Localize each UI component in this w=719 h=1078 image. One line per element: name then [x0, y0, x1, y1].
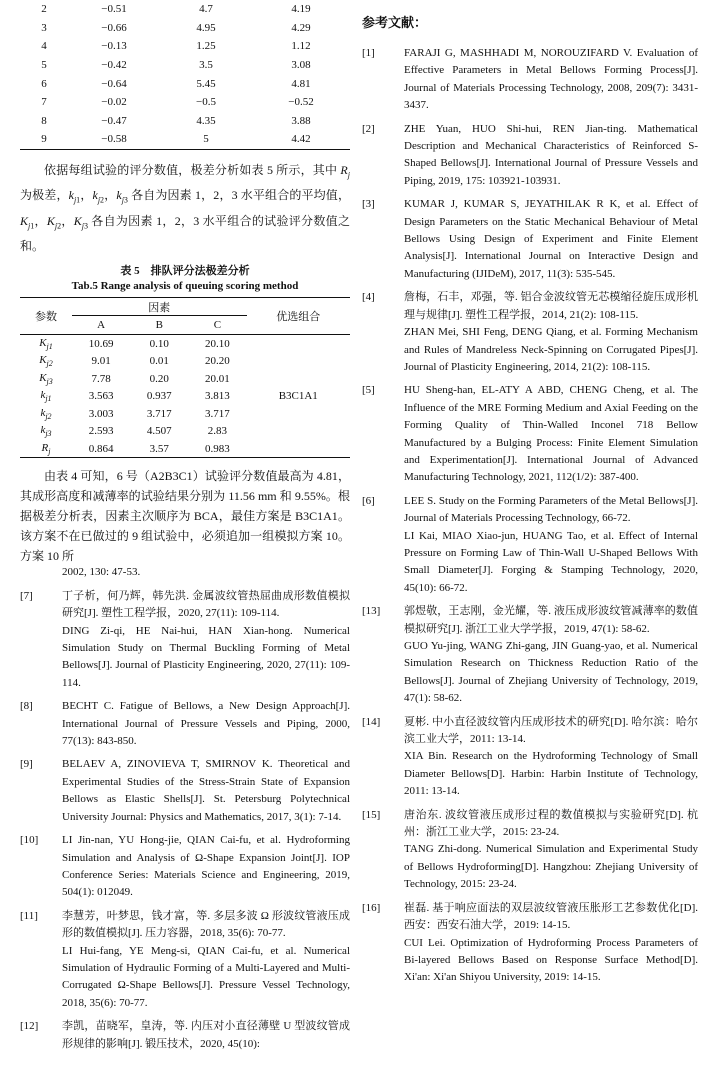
- reference-number: [9]: [20, 758, 33, 771]
- table-row: [20, 37, 350, 56]
- table-5-caption-en: Tab.5 Range analysis of queuing scoring method: [71, 279, 299, 292]
- table-cell: −0.58: [101, 133, 127, 146]
- value-cell: 3.813: [205, 390, 230, 403]
- table-row: [20, 19, 350, 38]
- table-5-head-best: 优选组合: [247, 297, 350, 334]
- param-cell: $k_{j3}$: [40, 424, 52, 439]
- table-cell: −0.51: [101, 3, 127, 16]
- table-cell: 4.81: [291, 77, 311, 90]
- left-column: [20, 0, 350, 1059]
- reference-item: [20, 1018, 350, 1053]
- table-cell: 1.12: [291, 40, 311, 53]
- param-cell: $K_{j3}$: [39, 371, 53, 386]
- table-cell: 8: [41, 114, 47, 127]
- table-cell: 4.19: [291, 3, 311, 16]
- reference-item: [362, 493, 698, 597]
- reference-item: [362, 603, 698, 707]
- value-cell: 0.937: [146, 390, 172, 403]
- reference-number: [15]: [362, 808, 381, 821]
- table-cell: 6: [41, 77, 47, 90]
- table-row: [20, 112, 350, 131]
- reference-text: LEE S. Study on the Forming Parameters of the Metal Bellows[J]. Journal of Materials Processing Technology, 66-72.: [404, 494, 698, 525]
- table-5-head-param: 参数: [20, 297, 72, 334]
- table-4-tail: [20, 0, 350, 150]
- reference-text: ZHE Yuan, HUO Shi-hui, REN Jian-ting. Mathematical Description and Mechanical Characteristics of Reinforced S-Shaped Bellows[J]. International Journal of Pressure Vessels and Piping, 2019, 175: 103921-103931.: [404, 122, 698, 187]
- table-row: [20, 0, 350, 19]
- table-row: [20, 334, 350, 352]
- reference-item: [362, 45, 698, 115]
- value-cell: 0.10: [149, 337, 169, 350]
- table-cell: −0.5: [196, 96, 216, 109]
- reference-item: [362, 289, 698, 376]
- value-cell: 0.01: [149, 355, 169, 368]
- value-cell: 3.717: [205, 407, 230, 420]
- paragraph-range-analysis: 依据每组试验的评分数值，极差分析如表 5 所示，其中 $R_j$ 为极差，$k_{j1}$，$k_{j2}$，$k_{j3}$ 各自为因素 1，2，3 水平组合的平均值，$K_{j1}$，$K_{j2}$，$K_{j3}$ 各自为因素 1，2，3 水平组合的试验评分数值之和。: [20, 162, 350, 253]
- reference-text: HU Sheng-han, EL-ATY A ABD, CHENG Cheng, et al. The Influence of the MRE Forming Medium and Axial Feeding on the Forming Quality of Thin-Walled Inconel 718 Bellow Manufactured by a Bulging Process: Finite Element Simulation and Experimentation[J]. International Journal of Advanced Manufacturing Technology, 2021, 112(1/2): 387-400.: [404, 384, 698, 484]
- value-cell: 2.593: [88, 425, 114, 438]
- reference-number: [16]: [362, 901, 381, 914]
- table-cell: 4.42: [291, 133, 311, 146]
- value-cell: 7.78: [91, 372, 111, 385]
- param-cell: $K_{j2}$: [39, 354, 53, 369]
- param-cell: $R_j$: [41, 441, 51, 456]
- reference-text: 丁子析，何乃辉，韩先洪. 金属波纹管热屈曲成形数值模拟研究[J]. 塑性工程学报，2020, 27(11): 109-114.: [62, 589, 350, 620]
- value-cell: 3.563: [88, 390, 114, 403]
- table-cell: 5: [41, 59, 47, 72]
- reference-text: BECHT C. Fatigue of Bellows, a New Design Approach[J]. International Journal of Pressure Vessels and Piping, 2000, 77(13): 843-850.: [62, 700, 350, 748]
- reference-text: FARAJI G, MASHHADI M, NOROUZIFARD V. Evaluation of Effective Parameters in Metal Bellows Forming Process[J]. Journal of Materials Processing Technology, 2008, 209(7): 3431-3437.: [404, 47, 698, 112]
- reference-text: DING Zi-qi, HE Nai-hui, HAN Xian-hong. Numerical Simulation Study on Thermal Buckling Forming of Metal Bellows[J]. Journal of Plasticity Engineering, 2020, 27(11): 109-114.: [62, 624, 350, 689]
- reference-number: [11]: [20, 909, 38, 922]
- table-cell: 5.45: [196, 77, 216, 90]
- table-cell: 4.29: [291, 21, 311, 34]
- table-row: [20, 130, 350, 149]
- reference-number: [10]: [20, 834, 39, 847]
- table-cell: 4.95: [196, 21, 216, 34]
- table-cell: −0.47: [101, 114, 127, 127]
- table-5: [20, 297, 350, 459]
- reference-text: TANG Zhi-dong. Numerical Simulation and Experimental Study of Bellows Hydroforming[D]. Hangzhou: Zhejiang University of Technology, 2015: 23-24.: [404, 843, 698, 891]
- reference-item: [20, 564, 350, 581]
- reference-number: [12]: [20, 1020, 39, 1033]
- table-row: [20, 93, 350, 112]
- table-cell: 4: [41, 40, 47, 53]
- table-cell: 3.88: [291, 114, 311, 127]
- param-cell: $K_{j1}$: [39, 336, 53, 351]
- reference-number: [2]: [362, 122, 375, 135]
- reference-number: [3]: [362, 198, 375, 211]
- param-cell: $k_{j2}$: [40, 406, 52, 421]
- reference-item: [362, 900, 698, 987]
- table-cell: 3.5: [199, 59, 213, 72]
- value-cell: 3.717: [146, 407, 172, 420]
- reference-text: LI Jin-nan, YU Hong-jie, QIAN Cai-fu, et al. Hydroforming Simulation and Analysis of Ω-Shape Expansion Joint[J]. IOP Conference Series: Materials Science and Engineering, 2019, 504(1): 012049.: [62, 834, 350, 899]
- value-cell: 0.20: [149, 372, 169, 385]
- reference-text: XIA Bin. Research on the Hydroforming Technology of Small Diameter Bellows[D]. Harbin: Harbin Institute of Technology, 2011: 13-14.: [404, 750, 698, 798]
- reference-number: [6]: [362, 494, 375, 507]
- reference-text: BELAEV A, ZINOVIEVA T, SMIRNOV K. Theoretical and Experimental Studies of the Stress-Strain State of Expansion Bellows as Elastic Shells[J]. St. Petersburg Polytechnical University Journal: Physics and Mathematics, 2017, 3(1): 7-14.: [62, 758, 350, 823]
- reference-item: [362, 196, 698, 283]
- left-references: [20, 564, 350, 1053]
- value-cell: 3.57: [149, 442, 169, 455]
- reference-item: [20, 832, 350, 902]
- reference-text: 詹梅，石丰，邓强，等. 铝合金波纹管无芯模缩径旋压成形机理与规律[J]. 塑性工程学报，2014, 21(2): 108-115.: [404, 291, 698, 321]
- table-cell: 9: [41, 133, 47, 146]
- table-cell: 1.25: [196, 40, 216, 53]
- table-5-caption-cn: 表 5 排队评分法极差分析: [120, 264, 250, 277]
- value-cell: 20.10: [205, 337, 230, 350]
- table-cell: 5: [203, 133, 209, 146]
- reference-text: 2002, 130: 47-53.: [62, 566, 141, 579]
- value-cell: 3.003: [88, 407, 114, 420]
- paragraph-conclusion: 由表 4 可知，6 号（A2B3C1）试验评分数值最高为 4.81，其成形高度和减薄率的试验结果分别为 11.56 mm 和 9.55%。根据极差分析表，因素主次顺序为 BCA，最佳方案是 B3C1A1。该方案不在已做过的 9 组试验中，必须追加一组模拟方案 10。方案 10 所: [20, 469, 350, 564]
- reference-text: LI Hui-fang, YE Meng-si, QIAN Cai-fu, et al. Numerical Simulation of Hydraulic Forming of a Multi-Layered and Multi-Corrugated Ω-Shape Bellows[J]. Pressure Vessel Technology, 2018, 35(6): 70-77.: [62, 944, 350, 1009]
- reference-item: [362, 714, 698, 801]
- reference-number: [13]: [362, 605, 381, 618]
- reference-text: CUI Lei. Optimization of Hydroforming Process Parameters of Bi-layered Bellows Based on Response Surface Method[D]. Xi'an: Xi'an Shiyou University, 2019: 14-15.: [404, 936, 698, 984]
- table-row: [20, 56, 350, 75]
- reference-item: [20, 756, 350, 826]
- table-row: [20, 74, 350, 93]
- reference-text: LI Kai, MIAO Xiao-jun, HUANG Tao, et al. Effect of Internal Pressure on Forming Law of Thin-Wall U-Shaped Bellows With Small Diameter[J]. Forging & Stamping Technology, 2020, 45(10): 66-72.: [404, 529, 698, 594]
- factor-a: A: [72, 316, 130, 335]
- table-cell: −0.66: [101, 21, 127, 34]
- value-cell: 0.983: [205, 442, 230, 455]
- value-cell: 4.507: [146, 425, 172, 438]
- value-cell: 0.864: [88, 442, 114, 455]
- reference-number: [7]: [20, 589, 33, 602]
- reference-number: [1]: [362, 47, 375, 59]
- value-cell: 2.83: [207, 425, 228, 438]
- reference-number: [8]: [20, 700, 33, 713]
- table-cell: 2: [41, 3, 47, 16]
- table-cell: −0.13: [101, 40, 127, 53]
- reference-item: [362, 807, 698, 894]
- reference-item: [20, 908, 350, 1012]
- value-cell: 20.01: [205, 372, 230, 385]
- reference-text: 郭煜敬，王志刚，金光耀，等. 液压成形波纹管减薄率的数值模拟研究[J]. 浙江工业大学学报，2019, 47(1): 58-62.: [404, 605, 698, 635]
- best-combination: B3C1A1: [278, 390, 318, 403]
- table-cell: 7: [41, 96, 47, 109]
- table-cell: 4.7: [199, 3, 213, 16]
- reference-number: [5]: [362, 384, 375, 397]
- reference-number: [4]: [362, 291, 375, 304]
- table-cell: −0.42: [101, 59, 127, 72]
- reference-number: [14]: [362, 715, 381, 728]
- reference-item: [20, 698, 350, 750]
- factor-b: B: [130, 316, 188, 335]
- reference-item: [362, 121, 698, 191]
- reference-text: 唐治东. 波纹管液压成形过程的数值模拟与实验研究[D]. 杭州：浙江工业大学，2015: 23-24.: [404, 808, 698, 839]
- reference-text: 李慧芳，叶梦思，钱才富，等. 多层多波 Ω 形波纹管液压成形的数值模拟[J]. 压力容器，2018, 35(6): 70-77.: [62, 909, 350, 940]
- table-cell: −0.52: [288, 96, 314, 109]
- reference-text: 夏彬. 中小直径波纹管内压成形技术的研究[D]. 哈尔滨：哈尔滨工业大学，2011: 13-14.: [404, 715, 698, 746]
- value-cell: 10.69: [88, 337, 114, 350]
- table-cell: 3: [41, 21, 47, 34]
- right-column: [362, 0, 698, 993]
- table-cell: 3.08: [291, 59, 311, 72]
- right-references: [362, 45, 698, 987]
- table-cell: −0.02: [101, 96, 127, 109]
- reference-item: [362, 382, 698, 486]
- table-cell: −0.64: [101, 77, 127, 90]
- reference-text: GUO Yu-jing, WANG Zhi-gang, JIN Guang-yao, et al. Numerical Simulation Research on Thickness Reduction Ratio of the Bellows[J]. Journal of Zhejiang University of Technology, 2019, 47(1): 58-62.: [404, 640, 698, 705]
- value-cell: 20.20: [205, 355, 230, 368]
- reference-item: [20, 588, 350, 692]
- references-heading: 参考文献：: [362, 15, 428, 30]
- param-cell: $k_{j1}$: [40, 389, 52, 404]
- reference-text: ZHAN Mei, SHI Feng, DENG Qiang, et al. Forming Mechanism and Rules of Mandreless Neck-Spinning on Corrugated Pipes[J]. Journal of Plasticity Engineering, 2014, 21(2): 108-115.: [404, 326, 698, 373]
- reference-text: 崔磊. 基于响应面法的双层波纹管液压胀形工艺参数优化[D]. 西安：西安石油大学，2019: 14-15.: [404, 901, 698, 932]
- table-cell: 4.35: [196, 114, 216, 127]
- factor-c: C: [188, 316, 246, 335]
- table-5-head-factor: 因素: [72, 297, 247, 316]
- reference-text: KUMAR J, KUMAR S, JEYATHILAK R K, et al. Effect of Design Parameters on the Static Mechanical Behaviour of Metal Bellows Using Design of Experiment and Finite Element Analysis[J]. International Journal on Interactive Design and Manufacturing (IJIDeM), 2017, 11(3): 535-545.: [404, 198, 698, 280]
- reference-text: 李凯，苗晓军，皇涛，等. 内压对小直径薄壁 U 型波纹管成形规律的影响[J]. 锻压技术，2020, 45(10):: [62, 1020, 350, 1050]
- value-cell: 9.01: [91, 355, 111, 368]
